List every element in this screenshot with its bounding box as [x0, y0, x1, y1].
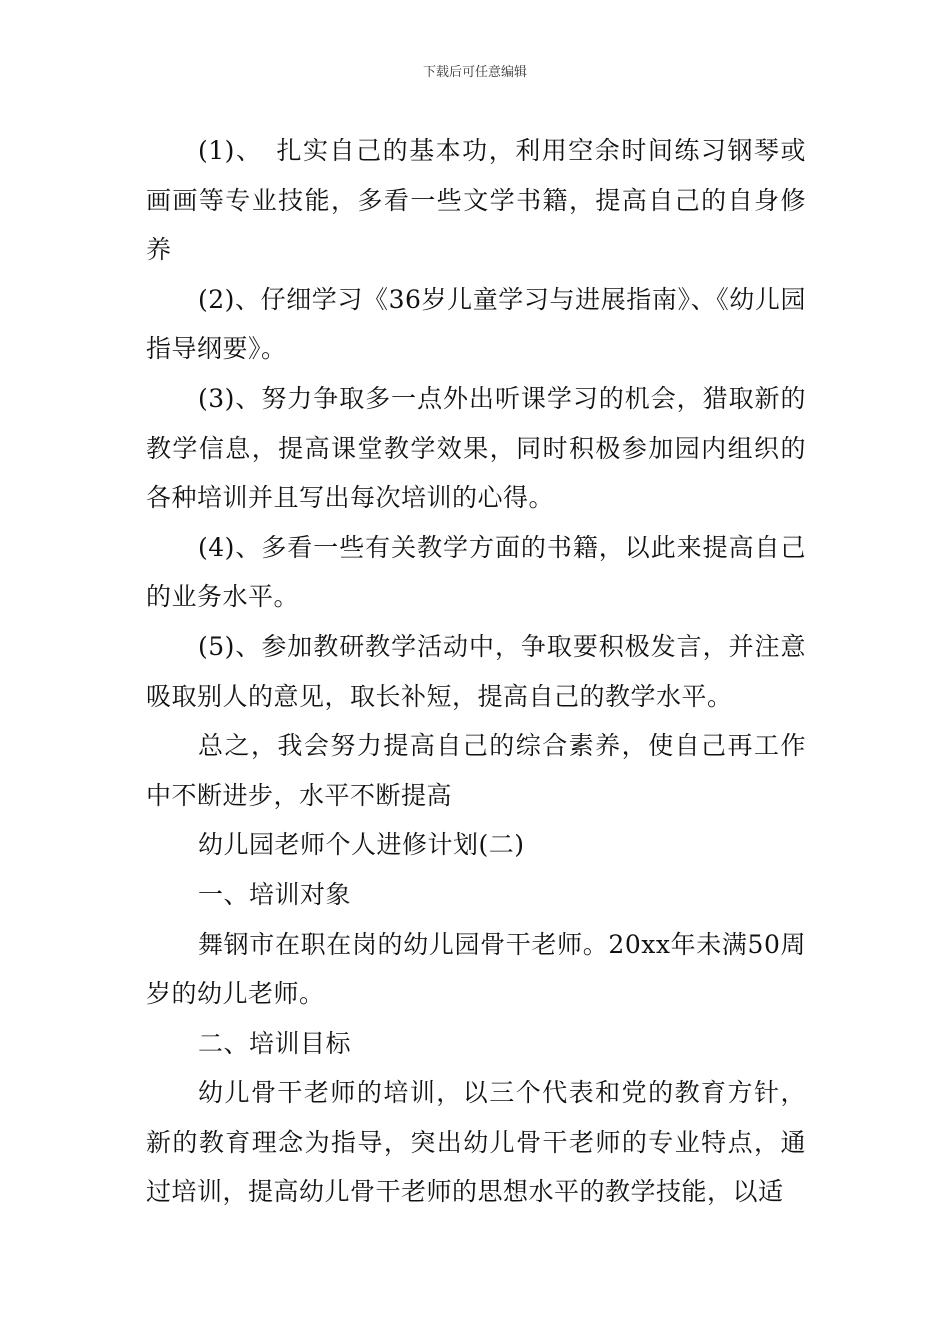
- paragraph-item-2: (2)、仔细学习《36岁儿童学习与进展指南》、《幼儿园指导纲要》。: [146, 284, 806, 364]
- paragraph-item-3: (3)、努力争取多一点外出听课学习的机会，猎取新的教学信息，提高课堂教学效果，同时积极参加园内组织的各种培训并且写出每次培训的心得。: [146, 383, 806, 513]
- heading-training-target-group: 一、培训对象: [198, 879, 352, 909]
- section-title: 幼儿园老师个人进修计划(二): [198, 830, 525, 860]
- document-body: [146, 126, 806, 1217]
- paragraph-item-1: (1)、 扎实自己的基本功，利用空余时间练习钢琴或画画等专业技能，多看一些文学书籍，提高自己的自身修养: [146, 136, 806, 265]
- paragraph-target-group: 舞钢市在职在岗的幼儿园骨干老师。20xx年未满50周岁的幼儿老师。: [146, 929, 806, 1009]
- page-header-note: 下载后可任意编辑: [422, 65, 527, 80]
- heading-training-goals: 二、培训目标: [198, 1028, 352, 1058]
- summary-paragraph: 总之，我会努力提高自己的综合素养，使自己再工作中不断进步，水平不断提高: [146, 731, 806, 810]
- paragraph-training-goals: 幼儿骨干老师的培训，以三个代表和党的教育方针，新的教育理念为指导，突出幼儿骨干老师的专业特点，通过培训，提高幼儿骨干老师的思想水平的教学技能，以适: [146, 1078, 806, 1207]
- paragraph-item-4: (4)、多看一些有关教学方面的书籍，以此来提高自己的业务水平。: [146, 532, 806, 612]
- paragraph-item-5: (5)、参加教研教学活动中，争取要积极发言，并注意吸取别人的意见，取长补短，提高自己的教学水平。: [146, 631, 806, 711]
